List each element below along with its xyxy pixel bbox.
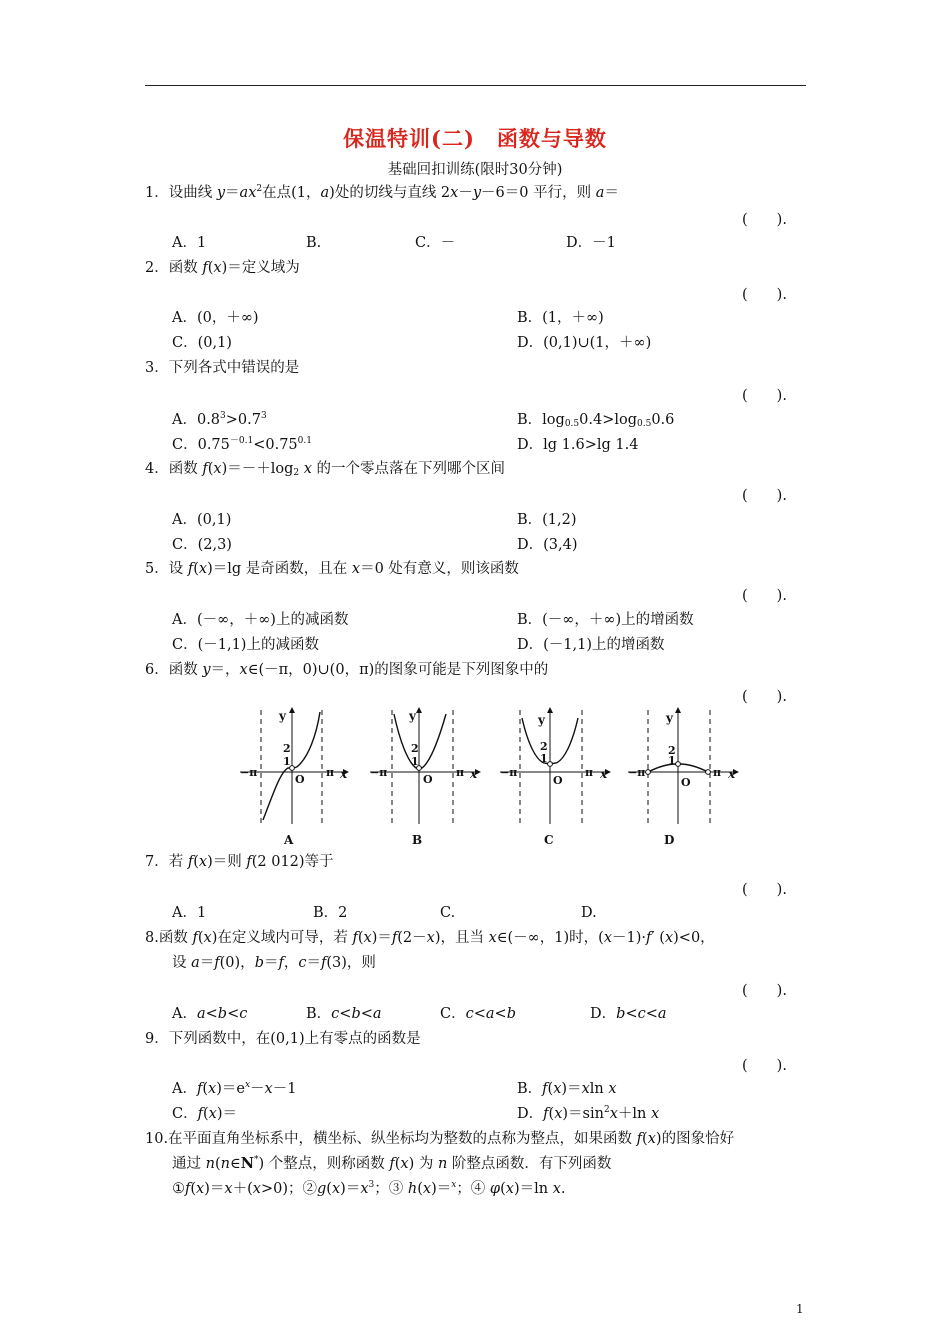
graph-label-c: C [544, 833, 554, 847]
answer-blank-1: ( ). [742, 212, 787, 228]
svg-text:y: y [409, 709, 416, 723]
graph-d [628, 708, 738, 847]
q3-option-a: A．$0.8^3>0.7^3$ [172, 411, 267, 428]
svg-text:x: x [340, 767, 348, 781]
svg-text:x: x [728, 767, 736, 781]
page-subtitle: 基础回扣训练(限时30分钟) [387, 162, 563, 178]
q8-option-d: D．b<c<a [590, 1006, 667, 1022]
svg-text:1: 1 [411, 755, 419, 768]
q7-option-d: D. [581, 905, 597, 921]
q3-option-d: D．lg 1.6>lg 1.4 [517, 437, 639, 453]
q4-option-c: C．(2,3) [172, 537, 232, 553]
svg-text:2: 2 [540, 740, 548, 753]
svg-text:O: O [681, 776, 691, 789]
answer-blank-3: ( ). [742, 388, 787, 404]
q4-option-a: A．(0,1) [172, 512, 232, 528]
svg-text:O: O [553, 774, 563, 787]
svg-text:y: y [279, 709, 286, 723]
q2-option-a: A．(0，＋∞) [172, 310, 259, 326]
q4-option-d: D．(3,4) [517, 537, 578, 553]
svg-text:2: 2 [283, 742, 291, 755]
answer-blank-2: ( ). [742, 287, 787, 303]
q9-option-d: D．$f(x)=\sin^2x+\ln$ x [517, 1105, 660, 1122]
q2-option-d: D．(0,1)∪(1，＋∞) [517, 335, 652, 351]
q5-option-d: D．(－1,1)上的增函数 [517, 637, 665, 653]
question-3: 3．下列各式中错误的是 [145, 360, 300, 376]
svg-text:O: O [423, 773, 433, 786]
svg-text:−π: −π [370, 766, 388, 779]
question-10-line-2: 通过 n(n∈N*) 个整点，则称函数 f(x) 为 n 阶整点函数．有下列函数 [172, 1155, 612, 1172]
header-rule [145, 85, 806, 86]
question-8: 8.函数 f(x)在定义域内可导，若 f(x)＝f(2－x)，且当 x∈(－∞，1)时，(x－1)·f′ (x)<0， [145, 930, 715, 946]
q3-option-b: B．$\log_{0.5}0.4>\log_{0.5}0.6$ [517, 412, 675, 429]
graph-c [500, 708, 610, 847]
q8-option-b: B．c<b<a [306, 1006, 382, 1022]
graph-label-d: D [664, 833, 675, 847]
q5-option-a: A．(－∞，＋∞)上的减函数 [172, 612, 349, 628]
question-8-line-2: 设 a＝f(0)，b＝f，c＝f(3)，则 [172, 955, 376, 971]
svg-text:π: π [585, 766, 594, 779]
question-10-line-3: ①f(x)＝x＋(x>0)；$②g(x)=x^3$；③ h(x)＝$^x$；④ φ(x)＝ln x. [172, 1180, 566, 1197]
q4-option-b: B．(1,2) [517, 512, 577, 528]
svg-text:−π: −π [500, 766, 518, 779]
svg-text:1: 1 [668, 754, 676, 767]
q1-option-c: C．－ [415, 235, 456, 251]
svg-text:2: 2 [668, 744, 676, 757]
page-title: 保温特训(二) 函数与导数 [343, 126, 607, 151]
answer-blank-9: ( ). [742, 1058, 787, 1074]
svg-text:y: y [538, 713, 545, 727]
q9-option-c: C．f(x)＝ [172, 1106, 238, 1122]
page-number: 1 [796, 1302, 804, 1316]
answer-blank-4: ( ). [742, 488, 787, 504]
answer-blank-8: ( ). [742, 983, 787, 999]
q8-option-a: A．a<b<c [172, 1006, 248, 1022]
svg-text:π: π [326, 766, 335, 779]
q2-option-c: C．(0,1) [172, 335, 232, 351]
q7-option-b: B．2 [313, 905, 348, 921]
svg-text:2: 2 [411, 742, 419, 755]
question-4: 4．函数 $f(x)=-+\log_2$ x 的一个零点落在下列哪个区间 [145, 461, 506, 478]
q1-option-b: B. [306, 235, 322, 251]
question-7: 7．若 f(x)＝则 f(2 012)等于 [145, 854, 334, 870]
q2-option-b: B．(1，＋∞) [517, 310, 604, 326]
answer-blank-5: ( ). [742, 588, 787, 604]
graph-a [240, 708, 348, 847]
q1-option-a: A．1 [172, 235, 207, 251]
svg-text:1: 1 [540, 752, 548, 765]
graph-label-a: A [284, 833, 294, 847]
q9-option-b: B．f(x)＝xln x [517, 1081, 617, 1097]
graph-b [370, 708, 480, 847]
svg-text:−π: −π [628, 766, 646, 779]
q5-option-b: B．(－∞，＋∞)上的增函数 [517, 612, 694, 628]
svg-text:x: x [600, 767, 608, 781]
q7-option-a: A．1 [172, 905, 207, 921]
question-10: 10.在平面直角坐标系中，横坐标、纵坐标均为整数的点称为整点，如果函数 f(x)的图象恰好 [145, 1131, 735, 1147]
svg-text:y: y [666, 711, 673, 725]
question-5: 5．设 f(x)＝lg 是奇函数，且在 x＝0 处有意义，则该函数 [145, 561, 519, 577]
question-2: 2．函数 f(x)＝定义域为 [145, 260, 300, 276]
svg-text:−π: −π [240, 766, 258, 779]
question-6: 6．函数 y＝，x∈(－π，0)∪(0，π)的图象可能是下列图象中的 [145, 662, 549, 678]
question-9: 9．下列函数中，在(0,1)上有零点的函数是 [145, 1031, 421, 1047]
q7-option-c: C. [440, 905, 456, 921]
svg-text:1: 1 [283, 755, 291, 768]
svg-text:π: π [456, 766, 465, 779]
answer-blank-6: ( ). [742, 689, 787, 705]
svg-text:x: x [470, 767, 478, 781]
q3-option-c: C．$0.75^{-0.1}<0.75^{0.1}$ [172, 436, 312, 453]
graph-label-b: B [412, 833, 423, 847]
answer-blank-7: ( ). [742, 882, 787, 898]
question-1: 1．设曲线 $y=ax^2$在点(1，a)处的切线与直线 2x－y－6＝0 平行，则 a＝ [145, 184, 619, 201]
q8-option-c: C．c<a<b [440, 1006, 516, 1022]
svg-text:π: π [713, 766, 722, 779]
q1-option-d: D．－1 [566, 235, 616, 251]
svg-text:O: O [295, 773, 305, 786]
q5-option-c: C．(－1,1)上的减函数 [172, 637, 319, 653]
q6-graph-options [232, 702, 752, 850]
q9-option-a: A．$f(x)=e^x-x-1$ [172, 1080, 297, 1097]
